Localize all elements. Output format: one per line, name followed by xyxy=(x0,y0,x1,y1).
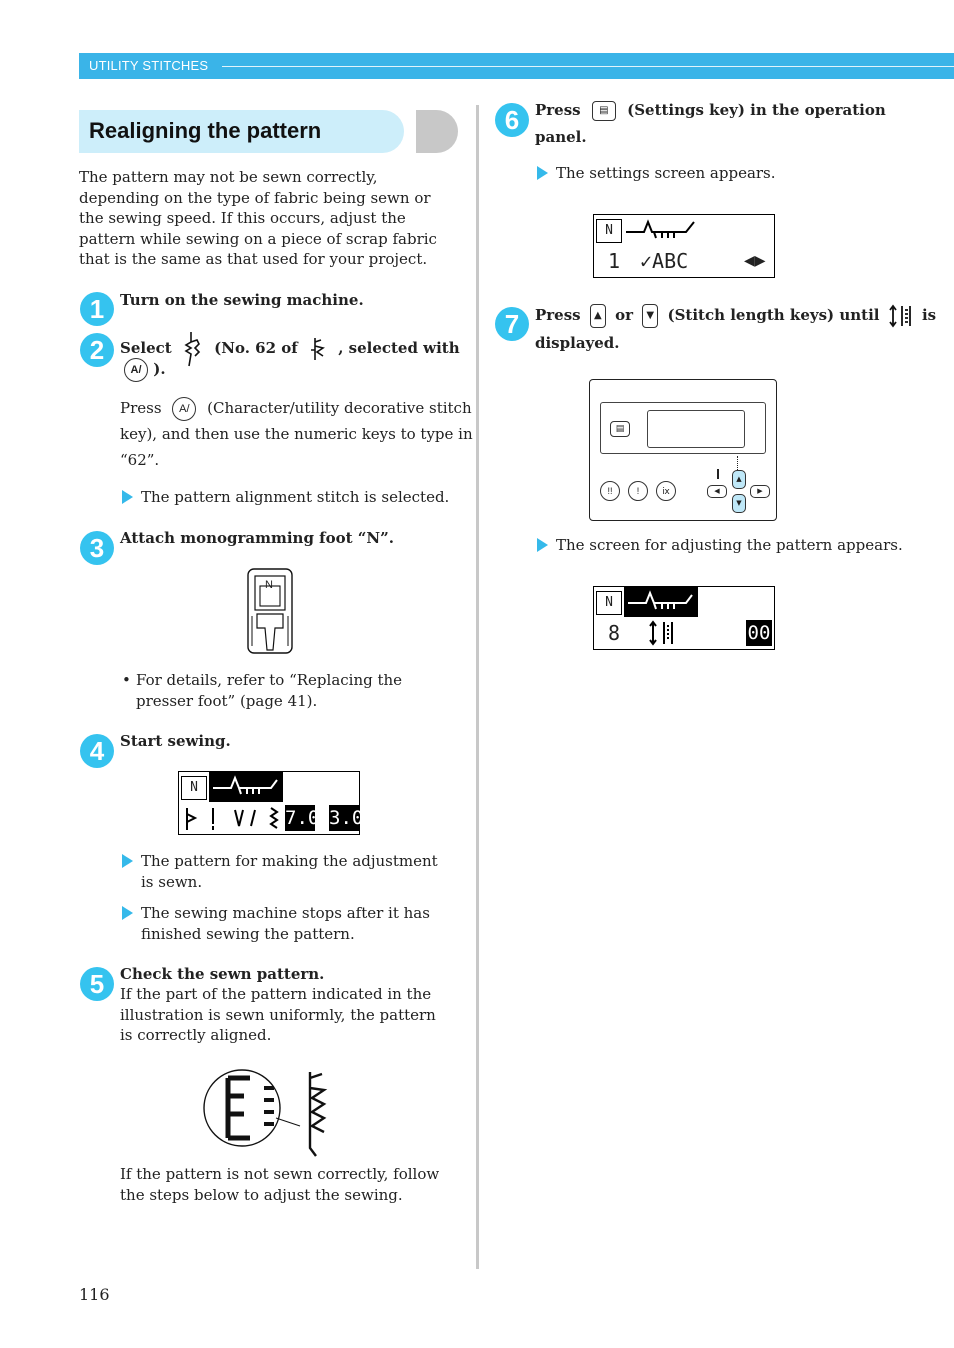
step-2-result: The pattern alignment stitch is selected. xyxy=(141,488,450,506)
step-2-press-rest2: key), and then use the numeric keys to type in xyxy=(120,425,473,443)
lcd-settings-screen xyxy=(593,214,775,278)
step-2-line2 xyxy=(124,358,166,382)
section-title: Realigning the pattern xyxy=(89,118,322,143)
stitch-pattern-icon xyxy=(211,774,281,800)
panel-lcd-window xyxy=(647,410,745,448)
lcd-adjust-number: 8 xyxy=(608,621,621,645)
step-4-result-1: The pattern for making the adjustment is sewn. xyxy=(141,852,438,891)
step-2-press-word: Press xyxy=(120,399,162,417)
stitch-62-icon xyxy=(181,330,205,368)
step-6-result: The settings screen appears. xyxy=(556,164,776,182)
header-section-label: UTILITY STITCHES xyxy=(89,58,216,73)
step-3-badge: 3 xyxy=(80,531,114,565)
panel-needle-mark-icon xyxy=(717,469,719,479)
sewn-pattern-illustration xyxy=(200,1068,340,1160)
step-6-line1 xyxy=(535,100,886,121)
result-arrow-icon xyxy=(122,906,133,920)
step-3-note: For details, refer to “Replacing the presser foot” (page 41). xyxy=(136,671,403,710)
step-2-badge: 2 xyxy=(80,333,114,367)
stitch-length-up-key-icon: ▲ xyxy=(590,304,606,328)
panel-width-left-key[interactable]: ◀ xyxy=(707,485,727,498)
step-6-rest2: panel. xyxy=(535,128,587,146)
step-6-rest: (Settings key) in the operation xyxy=(627,101,886,119)
page-number: 116 xyxy=(79,1285,110,1304)
stitch-pattern-icon xyxy=(626,589,696,615)
lcd-settings-number: 1 xyxy=(608,249,621,273)
lcd-length-value: 3.0 xyxy=(329,807,364,829)
step-7-press: Press xyxy=(535,306,581,324)
lcd-adjust-value: 00 xyxy=(747,622,771,644)
section-title-tab xyxy=(404,110,458,153)
step-7-badge: 7 xyxy=(495,307,529,341)
stitch-pattern-icon xyxy=(624,216,698,244)
step-5-body: If the part of the pattern indicated in the illustration is sewn uniformly, the pattern is correctly aligned. xyxy=(120,985,436,1044)
lcd-scroll-arrows-icon: ◀▶ xyxy=(744,253,766,269)
step-2-press-rest3: “62”. xyxy=(120,451,160,469)
lcd-adjust-screen xyxy=(593,586,775,650)
step-2-no62: (No. 62 of xyxy=(214,339,298,357)
step-5-title: Check the sewn pattern. xyxy=(120,965,325,983)
step-2-line xyxy=(120,330,460,368)
step-7-result: The screen for adjusting the pattern appears. xyxy=(556,536,903,554)
panel-key-stitch[interactable]: ⅸ xyxy=(656,481,676,501)
pattern-adjust-icon xyxy=(888,304,914,328)
step-2-press-line1 xyxy=(120,397,472,421)
result-arrow-icon xyxy=(537,166,548,180)
lcd-width-value: 7.0 xyxy=(285,807,320,829)
step-7-rest: (Stitch length keys) until xyxy=(667,306,880,324)
lcd-badge: N xyxy=(181,776,207,800)
result-arrow-icon xyxy=(122,854,133,868)
panel-width-right-key[interactable]: ▶ xyxy=(750,485,770,498)
lcd-abc-label: ✓ABC xyxy=(640,249,689,273)
step-5-badge: 5 xyxy=(80,967,114,1001)
step-2-close: ). xyxy=(153,360,166,378)
panel-dotted-guide xyxy=(737,456,739,470)
settings-key-icon: ▤ xyxy=(592,101,616,121)
step-7-or: or xyxy=(615,306,634,324)
step-4-badge: 4 xyxy=(80,734,114,768)
stitch-type-icons xyxy=(183,804,283,832)
step-1-badge: 1 xyxy=(80,292,114,326)
step-7-is: is xyxy=(921,306,937,324)
presser-foot-label: N xyxy=(265,579,273,591)
result-arrow-icon xyxy=(122,490,133,504)
step-4-title: Start sewing. xyxy=(120,732,231,750)
step-1-title: Turn on the sewing machine. xyxy=(120,291,364,309)
lcd-sewing-screen xyxy=(178,771,364,835)
step-3-note-bullet: • xyxy=(122,671,131,689)
stitch-length-down-key-icon: ▼ xyxy=(642,304,658,328)
step-2-press-rest1: (Character/utility decorative stitch xyxy=(207,399,472,417)
lcd-badge: N xyxy=(596,219,622,243)
step-7-line1 xyxy=(535,304,936,328)
step-2-select: Select xyxy=(120,339,172,357)
result-arrow-icon xyxy=(537,538,548,552)
ak-key-icon: A/ xyxy=(124,358,148,382)
step-7-displayed: displayed. xyxy=(535,334,620,352)
header-rule xyxy=(222,66,954,67)
ak-key-icon: A/ xyxy=(172,397,196,421)
pattern-adjust-icon xyxy=(648,620,678,646)
intro-paragraph: The pattern may not be sewn correctly, depending on the type of fabric being sewn or the sewing speed. If this occurs, adjust the pattern while sewing on a piece of scrap fabric that is the same as that used for your project. xyxy=(79,168,437,268)
operation-panel xyxy=(589,379,777,521)
column-divider xyxy=(476,105,479,1269)
decorative-stitch-icon xyxy=(307,336,329,362)
panel-key-reverse[interactable]: ! xyxy=(628,481,648,501)
step-4-result-2: The sewing machine stops after it has finished sewing the pattern. xyxy=(141,904,430,943)
step-3-title: Attach monogramming foot “N”. xyxy=(120,529,394,547)
step-6-badge: 6 xyxy=(495,103,529,137)
panel-length-down-key[interactable]: ▼ xyxy=(732,494,746,513)
lcd-badge: N xyxy=(596,591,622,615)
step-5-after: If the pattern is not sewn correctly, follow the steps below to adjust the sewing. xyxy=(120,1165,440,1204)
panel-settings-key[interactable]: ▤ xyxy=(610,421,630,437)
panel-key-needle[interactable]: !! xyxy=(600,481,620,501)
step-2-selected-with: , selected with xyxy=(338,339,460,357)
step-6-press: Press xyxy=(535,101,581,119)
panel-length-up-key[interactable]: ▲ xyxy=(732,470,746,489)
